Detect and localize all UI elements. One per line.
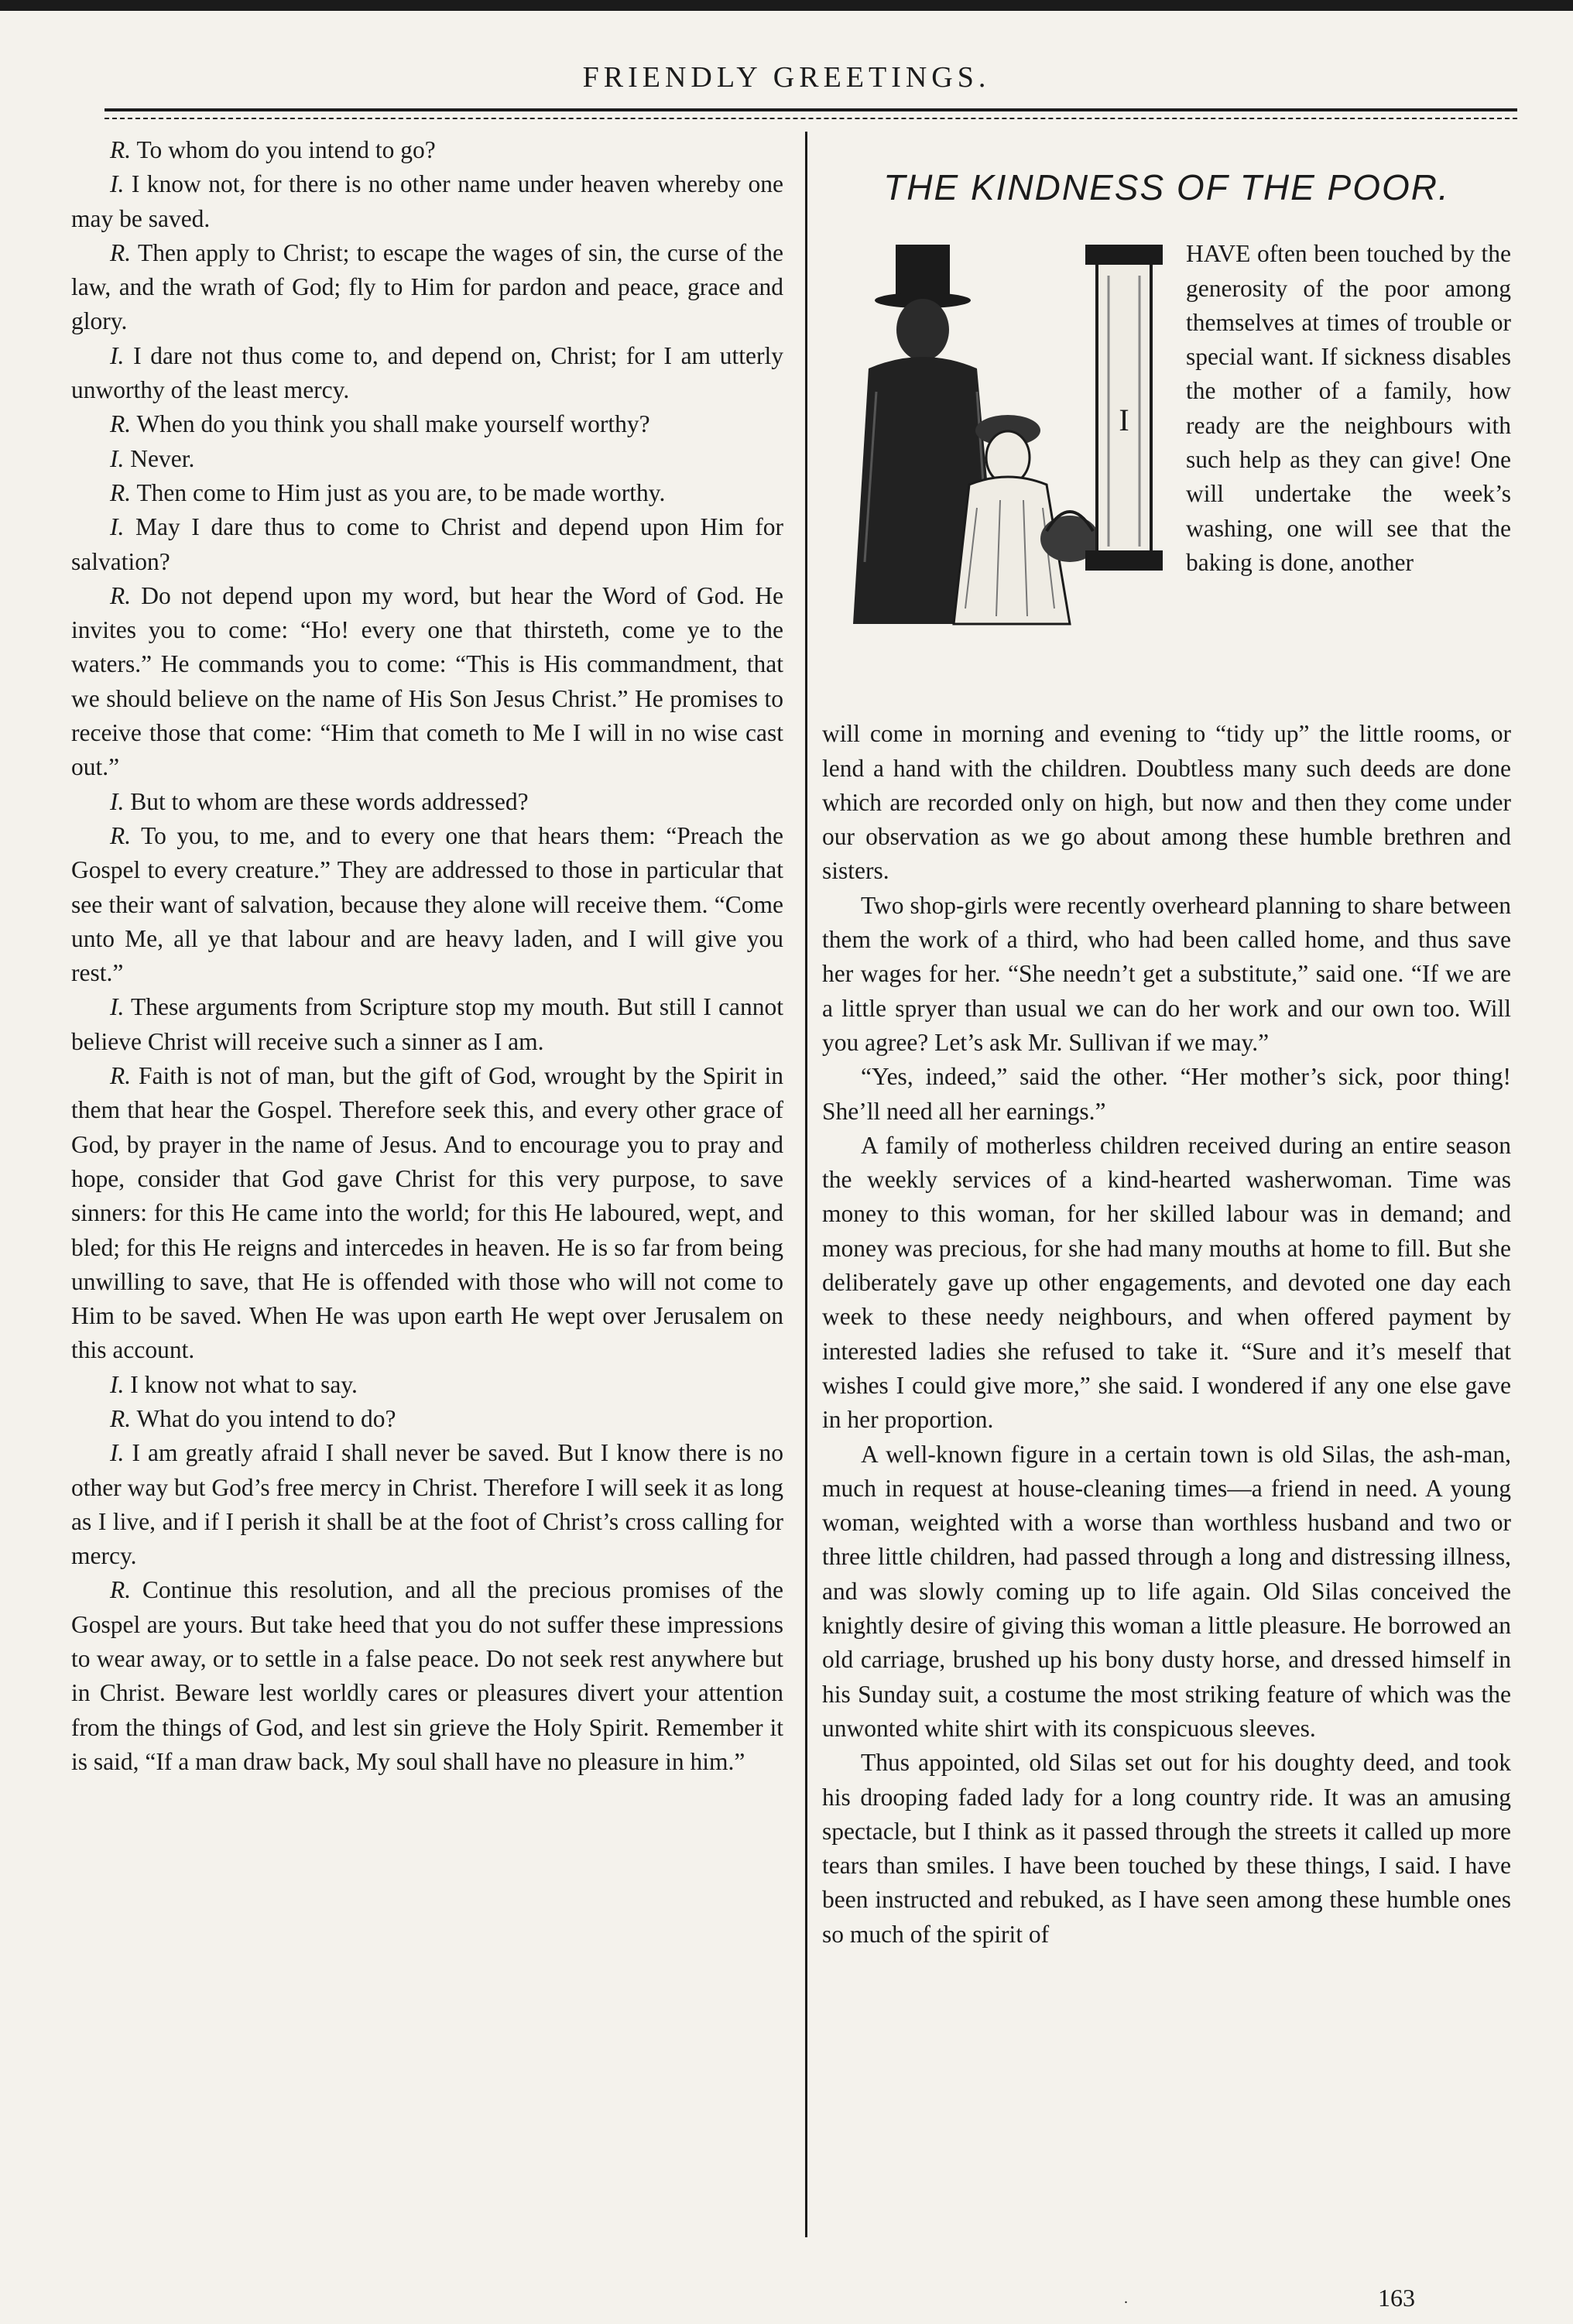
drop-cap-letter: I xyxy=(1119,403,1129,438)
right-column xyxy=(822,133,1511,1952)
dialogue-line: I. I dare not thus come to, and depend on, Christ; for I am utterly unworthy of the least mercy. xyxy=(71,341,783,404)
header-rule-dashed xyxy=(105,118,1517,119)
page-number: 163 xyxy=(1378,2284,1415,2312)
article-title: THE KINDNESS OF THE POOR. xyxy=(883,167,1450,207)
header-rule xyxy=(105,108,1517,111)
article-intro xyxy=(822,237,1511,717)
dialogue-line: I. But to whom are these words addressed? xyxy=(110,787,529,815)
dialogue-line: I. I know not, for there is no other name under heaven whereby one may be saved. xyxy=(71,170,784,232)
left-column xyxy=(71,133,783,1779)
dialogue-line: R. Continue this resolution, and all the precious promises of the Gospel are yours. But take heed that you do not suffer these impressions to wear away, or to settle in a false peace. Do not seek rest anywhere but in Christ. Beware lest worldly cares or pleasures divert your attention from the things of God, and lest sin grieve the Holy Spirit. Remember it is said, “If a man draw back, My soul shall have no pleasure in him.” xyxy=(71,1576,784,1775)
article-paragraph: A well-known figure in a certain town is old Silas, the ash-man, much in request at house-cleaning times—a friend in need. A young woman, weighted with a worse than worthless husband and two or three little children, had passed through a long and distressing illness, and was slowly coming up to life again. Old Silas conceived the knightly desire of giving this woman a little pleasure. He borrowed an old carriage, brushed up his bony dusty horse, and dressed himself in his Sunday suit, a costume the most striking feature of which was the unwonted white shirt with its conspicuous sleeves. xyxy=(822,1440,1511,1742)
dialogue-line: I. May I dare thus to come to Christ and depend upon Him for salvation? xyxy=(71,513,783,575)
dialogue-line: R. To whom do you intend to go? xyxy=(110,136,436,163)
article-paragraph: Two shop-girls were recently overheard planning to share between them the work of a third, who had been called home, and thus save her wages for her. “She needn’t get a substitute,” said one. “If we are a little spryer than usual we can do her work and our own too. Will you agree? Let’s ask Mr. Sullivan if we may.” xyxy=(822,891,1511,1056)
engraving-illustration xyxy=(822,237,1170,639)
dialogue-line: R. Then apply to Christ; to escape the wages of sin, the curse of the law, and the wrath of God; fly to Him for pardon and peace, grace and glory. xyxy=(71,238,783,335)
intro-continuation: will come in morning and evening to “tidy up” the little rooms, or lend a hand with the children. Doubtless many such deeds are done which are recorded only on high, but now and then they come under our observation as we go about among these humble brethren and sisters. xyxy=(822,720,1511,885)
dialogue-line: I. These arguments from Scripture stop my mouth. But still I cannot believe Christ will receive such a sinner as I am. xyxy=(71,993,783,1055)
footer-dot: . xyxy=(1124,2290,1128,2307)
article-paragraph: Thus appointed, old Silas set out for his doughty deed, and took his drooping faded lady for a long country ride. It was an amusing spectacle, but I think as it passed through the streets it called up more tears than smiles. I have been touched by these things, I said. I have been instructed and rebuked, as I have seen among these humble ones so much of the spirit of xyxy=(822,1749,1511,1948)
dialogue-line: R. Do not depend upon my word, but hear the Word of God. He invites you to come: “Ho! every one that thirsteth, come ye to the waters.” He commands you to come: “This is His commandment, that we should believe on the name of His Son Jesus Christ.” He promises to receive those that come: “Him that cometh to Me I will in no wise cast out.” xyxy=(71,581,783,781)
running-head: FRIENDLY GREETINGS. xyxy=(582,61,991,94)
intro-text: HAVE often been touched by the generosity of the poor among themselves at times of trouble or special want. If sickness disables the mother of a family, how ready are the neighbours with such help as they can give! One will undertake the week’s washing, one will see that the baking is done, another xyxy=(1186,240,1511,576)
dialogue-line: I. I am greatly afraid I shall never be saved. But I know there is no other way but God’s free mercy in Christ. Therefore I will seek it as long as I live, and if I perish it shall be at the foot of Christ’s cross calling for mercy. xyxy=(71,1439,783,1570)
top-border-rule xyxy=(0,0,1573,11)
dialogue-line: R. When do you think you shall make yourself worthy? xyxy=(110,410,650,438)
dialogue-line: R. What do you intend to do? xyxy=(110,1404,396,1432)
dialogue-line: I. Never. xyxy=(110,444,195,472)
dialogue-line: I. I know not what to say. xyxy=(110,1370,358,1398)
column-divider xyxy=(805,132,807,2237)
dialogue-line: R. Faith is not of man, but the gift of God, wrought by the Spirit in them that hear the Gospel. Therefore seek this, and every other grace of God, by prayer in the name of Jesus. And to encourage you to pray and hope, consider that God gave Christ for this very purpose, to save sinners: for this He came into the world; for this He laboured, wept, and bled; for this He reigns and intercedes in heaven. He is so far from being unwilling to save, that He is offended with those who will not come to Him to be saved. When He was upon earth He wept over Jerusalem on this account. xyxy=(71,1062,784,1364)
article-paragraph: “Yes, indeed,” said the other. “Her mother’s sick, poor thing! She’ll need all her earnings.” xyxy=(822,1063,1511,1125)
dialogue-line: R. To you, to me, and to every one that hears them: “Preach the Gospel to every creature.” They are addressed to those in particular that see their want of salvation, because they alone will receive them. “Come unto Me, all ye that labour and are heavy laden, and I will give you rest.” xyxy=(71,821,783,987)
article-paragraph: A family of motherless children received during an entire season the weekly services of a kind-hearted washerwoman. Time was money to this woman, for her skilled labour was in demand; and money was precious, for she had many mouths at home to fill. But she deliberately gave up other engagements, and devoted one day each week to these needy neighbours, and when offered payment by interested ladies she refused to take it. “Sure and it’s meself that wishes I could give more,” she said. I wondered if any one else gave in her proportion. xyxy=(822,1131,1511,1434)
dialogue-line: R. Then come to Him just as you are, to be made worthy. xyxy=(110,478,666,506)
